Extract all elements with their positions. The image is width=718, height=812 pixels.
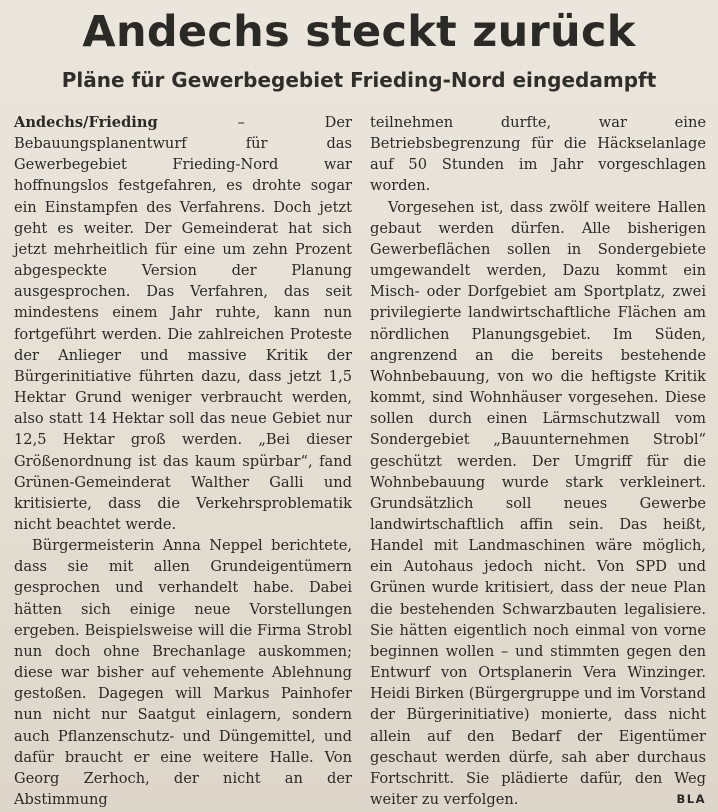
subheadline: Pläne für Gewerbegebiet Frieding-Nord eingedampft — [61, 68, 657, 92]
article-column-right — [370, 112, 706, 810]
paragraph-text: Vorgesehen ist, dass zwölf weitere Hallen gebaut werden dürfen. Alle bisherigen Gewerbeflächen sollen in Sondergebiete umgewandelt werden, Dazu kommt ein Misch- oder Dorfgebiet am Sportplatz, zwei privilegierte landwirtschaftliche Flächen am nördlichen Planungsgebiet. Im Süden, angrenzend an die bereits bestehende Wohnbebauung, von wo die heftigste Kritik kommt, sind Wohnhäuser vorgesehen. Diese sollen durch einen Lärmschutzwall vom Sondergebiet „Bauunternehmen Strobl“ geschützt werden. Der Umgriff für die Wohnbebauung wurde stark verkleinert. Grundsätzlich soll neues Gewerbe landwirtschaftlich affin sein. Das heißt, Handel mit Landmaschinen wäre möglich, ein Autohaus jedoch nicht. Von SPD und Grünen wurde kritisiert, dass der neue Plan die bestehenden Schwarzbauten legalisiere. Sie hätten eigentlich noch einmal von vorne beginnen wollen – und stimmten gegen den Entwurf von Ortsplanerin Vera Winzinger. Heidi Birken (Bürgergruppe und im Vorstand der Bürgerinitiative) monierte, dass nicht allein auf den Bedarf der Eigentümer geschaut werden dürfe, sah aber durchaus Fortschritt. Sie plädierte dafür, den Weg weiter zu verfolgen. — [370, 198, 706, 808]
article-paragraph — [14, 112, 352, 535]
headline: Andechs steckt zurück — [82, 7, 636, 57]
article-column-left — [14, 112, 352, 810]
article-paragraph-continued: teilnehmen durfte, war eine Betriebsbegrenzung für die Häckselanlage auf 50 Stunden im Jahr vorgeschlagen worden. — [370, 114, 706, 195]
article-paragraph — [370, 197, 706, 811]
article-paragraph: Bürgermeisterin Anna Neppel berichtete, dass sie mit allen Grundeigentümern gesprochen und verhandelt habe. Dabei hätten sich einige neue Vorstellungen ergeben. Beispielsweise will die Firma Strobl nun doch ohne Brechanlage auskommen; diese war bisher auf vehemente Ablehnung gestoßen. Dagegen will Markus Painhofer nun nicht nur Saatgut einlagern, sondern auch Pflanzenschutz- und Düngemittel, und dafür braucht er eine weitere Halle. Von Georg Zerhoch, der nicht an der Abstimmung — [14, 537, 352, 808]
paragraph-text: – Der Bebauungsplanentwurf für das Gewerbegebiet Frieding-Nord war hoffnungslos festgefahren, es drohte sogar ein Einstampfen des Verfahrens. Doch jetzt geht es weiter. Der Gemeinderat hat sich jetzt mehrheitlich für eine um zehn Prozent abgespeckte Version der Planung ausgesprochen. Das Verfahren, das seit mindestens einem Jahr ruhte, kann nun fortgeführt werden. Die zahlreichen Proteste der Anlieger und massive Kritik der Bürgerinitiative führten dazu, dass jetzt 1,5 Hektar Grund weniger verbraucht werden, also statt 14 Hektar soll das neue Gebiet nur 12,5 Hektar groß werden. „Bei dieser Größenordnung ist das kaum spürbar“, fand Grünen-Gemeinderat Walther Galli und kritisierte, dass die Verkehrsproblematik nicht beachtet werde. — [14, 114, 352, 533]
dateline: Andechs/Frieding — [14, 114, 158, 131]
author-initials: BLA — [676, 792, 706, 806]
